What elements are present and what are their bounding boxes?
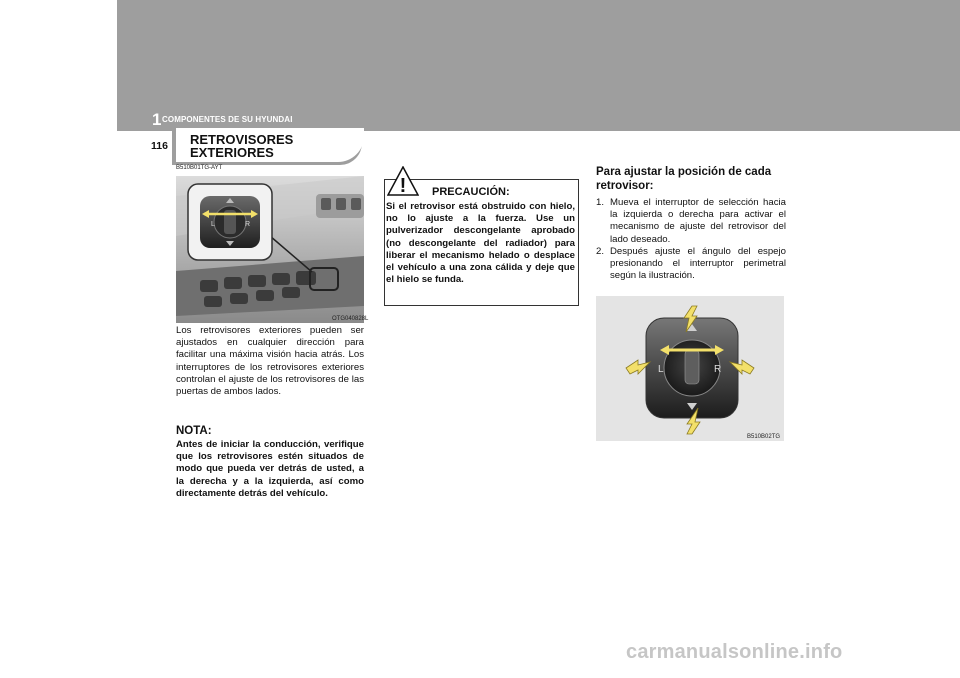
- list-item: 1. Mueva el interruptor de selección hacia la izquierda o derecha para activar el mecanismo de ajuste del retrovisor del lado deseado.: [596, 197, 786, 245]
- watermark: carmanualsonline.info: [626, 641, 843, 663]
- warning-icon: [387, 166, 419, 196]
- chapter-title: COMPONENTES DE SU HYUNDAI: [162, 115, 293, 124]
- header-band: [117, 0, 960, 131]
- note-text: Antes de iniciar la conducción, verifique que los retrovisores estén situados de modo que pueda ver detrás de usted, a la derecha y a la izquierda, así como directamente detrás del vehículo.: [176, 439, 364, 499]
- intro-paragraph: Los retrovisores exteriores pueden ser ajustados en cualquier dirección para facilitar una máxima visión hacia atrás. Los interruptores de los retrovisores exteriores controlan el ajuste de los retrovisores de las puertas de ambos lados.: [176, 325, 364, 398]
- fig2-label-left: L: [658, 364, 664, 375]
- list-item: 2. Después ajuste el ángulo del espejo presionando el interruptor perimetral según la ilustración.: [596, 245, 786, 282]
- door-switch-photo: [176, 176, 364, 323]
- section-code: B510B01TG-AYT: [176, 165, 223, 171]
- fig2-label-right: R: [714, 364, 722, 375]
- switch-label-right: R: [245, 221, 251, 228]
- caution-text: Si el retrovisor está obstruido con hielo, no lo ajuste a la fuerza. Use un pulverizador descongelante aprobado (no descongelante del radiador) para liberar el mecanismo helado o desplace el vehículo a una zona cálida y deje que el hielo se funda.: [386, 201, 575, 286]
- section-title: RETROVISORES EXTERIORES: [190, 132, 294, 160]
- caution-heading: PRECAUCIÓN:: [432, 186, 510, 198]
- page-number: 116: [151, 140, 168, 152]
- adjust-steps: [596, 197, 786, 282]
- note-heading: NOTA:: [176, 425, 212, 437]
- figure2-code: B510B02TG: [747, 434, 781, 440]
- figure1-code: OTG040828L: [332, 316, 369, 322]
- svg-text:!: !: [399, 175, 407, 196]
- chapter-number: 1: [152, 110, 162, 129]
- adjust-heading: Para ajustar la posición de cada retrovisor:: [596, 166, 772, 192]
- switch-label-left: L: [211, 221, 215, 228]
- mirror-switch-figure: [596, 296, 784, 441]
